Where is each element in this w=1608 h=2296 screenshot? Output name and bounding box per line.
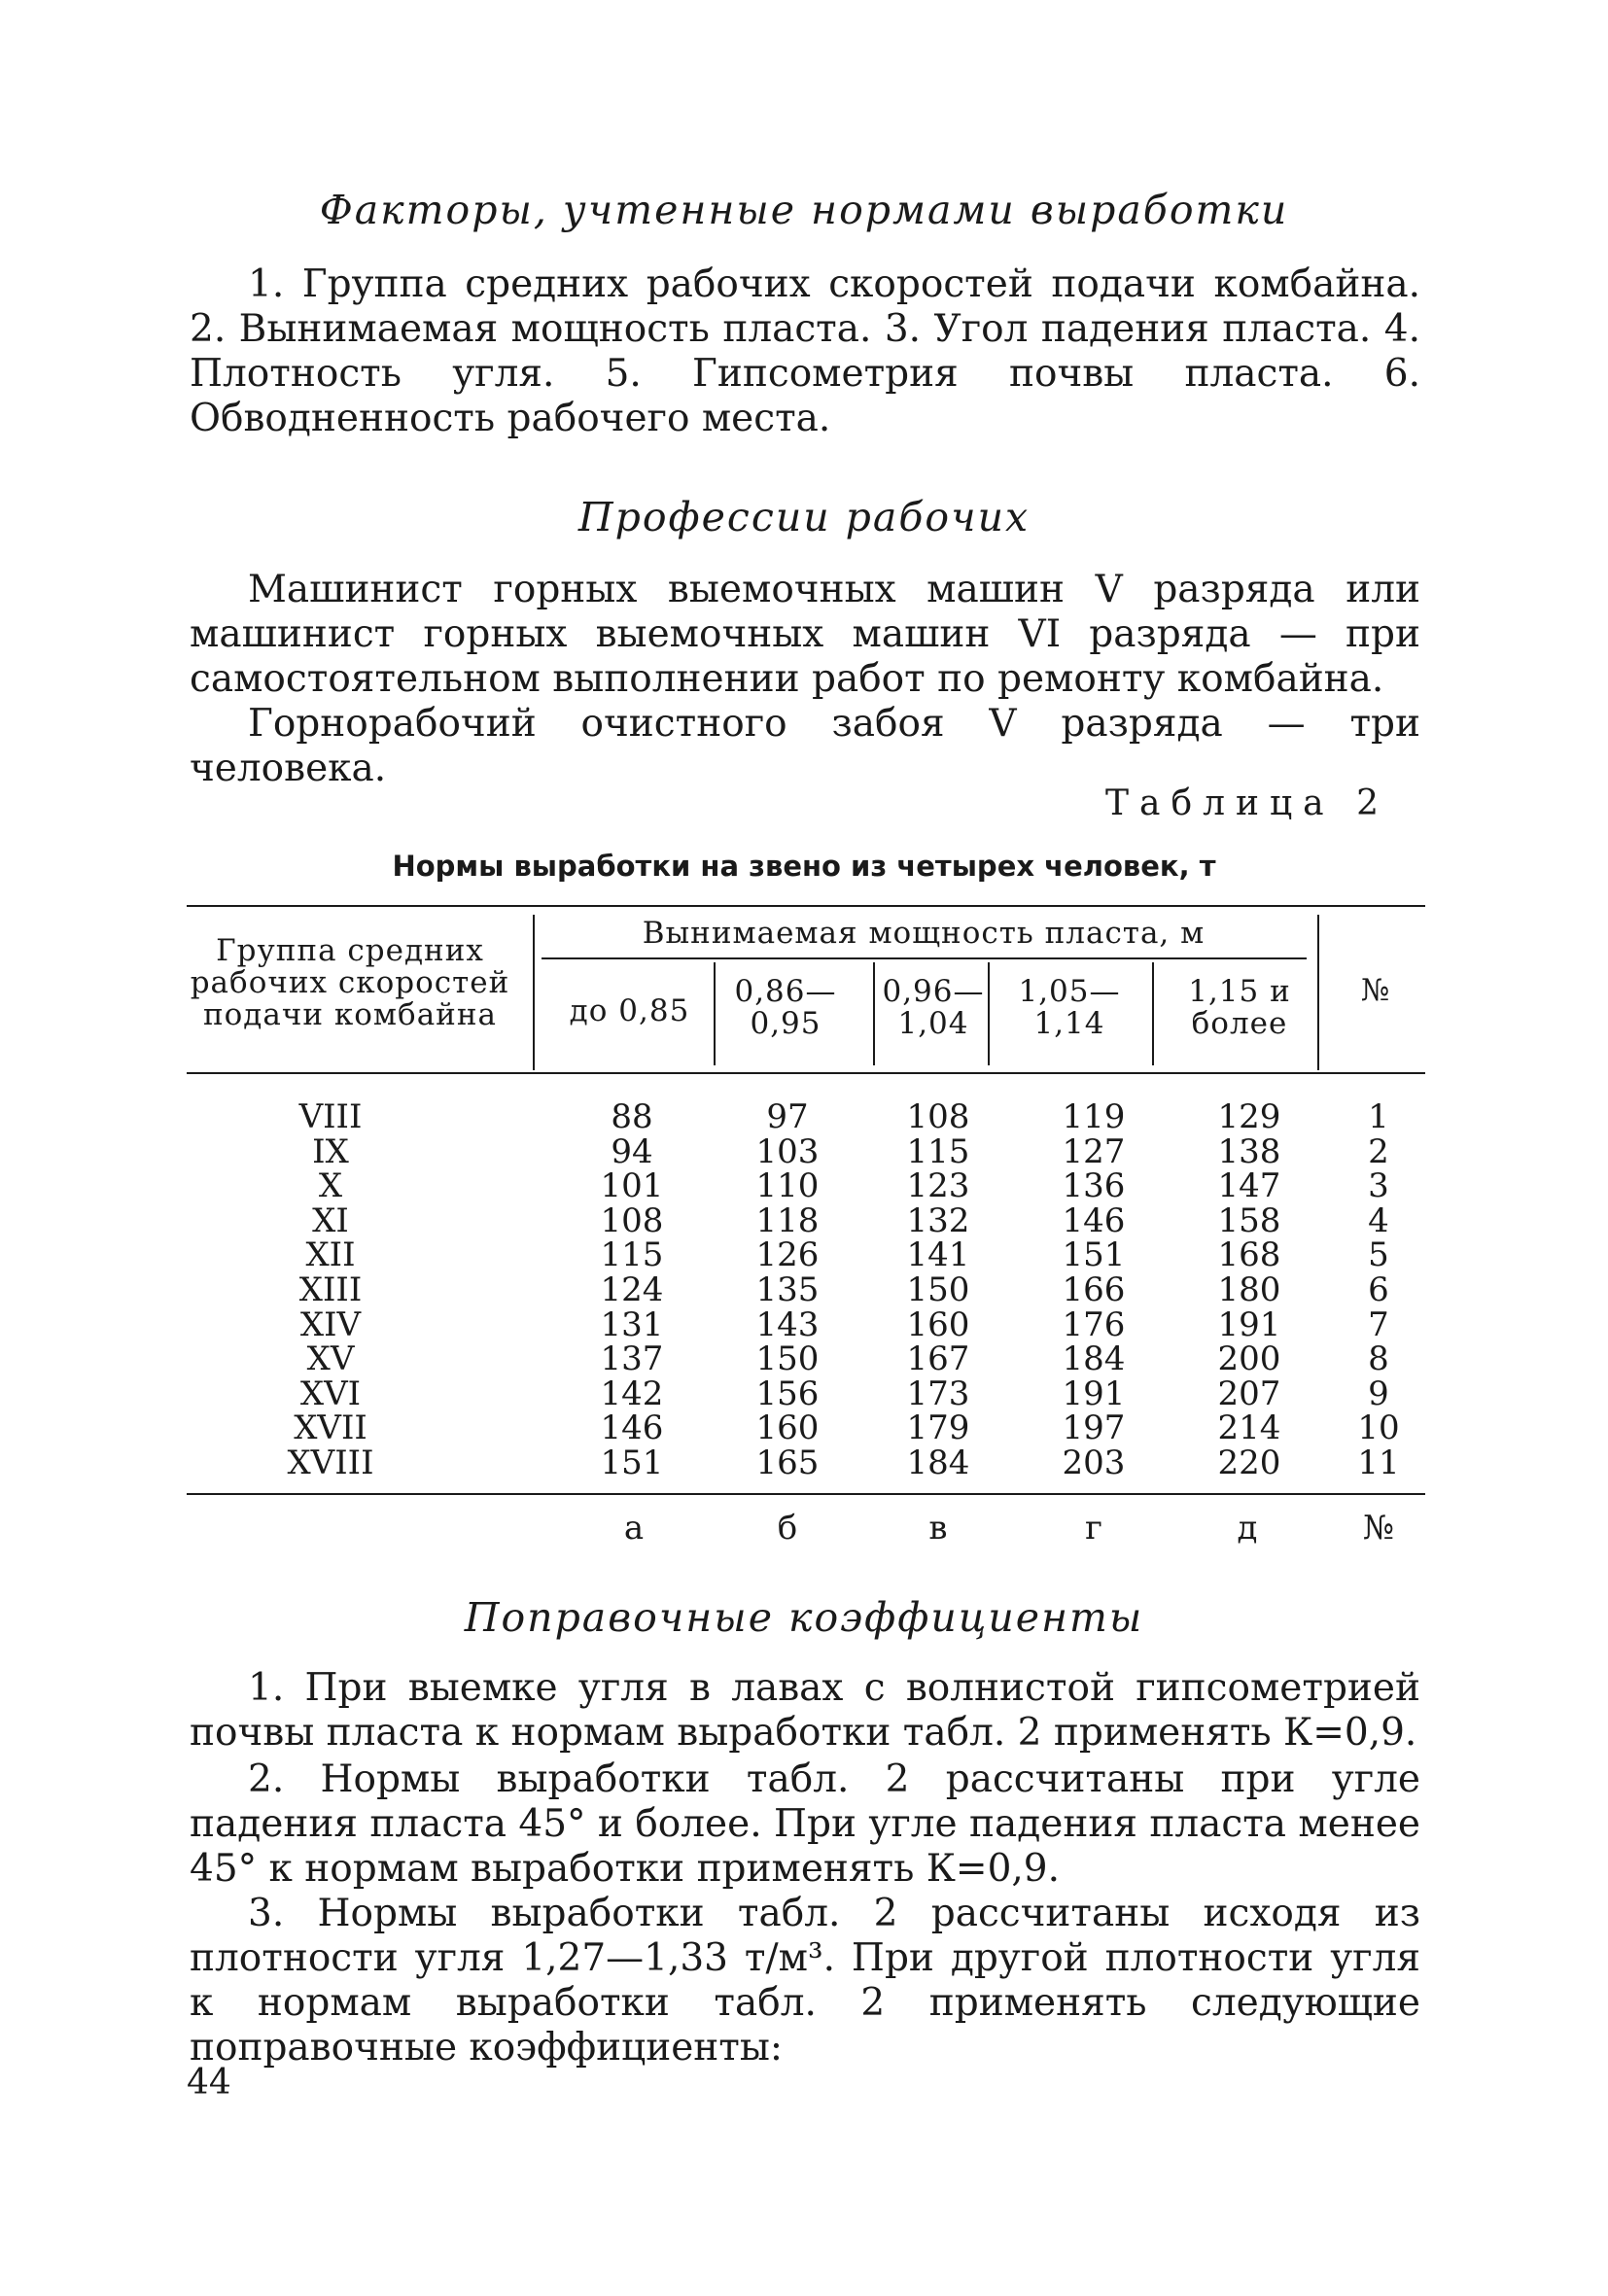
subcolumn-header-d: 1,15 и более — [1188, 974, 1291, 1041]
footer-letter-v: в — [928, 1509, 948, 1548]
value-cell-d: 129 — [1217, 1097, 1281, 1136]
corrections-heading: Поправочные коэффициенты — [464, 1594, 1144, 1641]
value-cell-a: 108 — [600, 1200, 664, 1240]
row-number-cell: 4 — [1368, 1200, 1389, 1240]
subcolumn-header-g: 1,05— 1,14 — [1018, 974, 1121, 1041]
subcolumn-header-v: 0,96— 1,04 — [882, 974, 985, 1041]
value-cell-a: 131 — [600, 1305, 664, 1344]
corrections-paragraph-3: 3. Нормы выработки табл. 2 рассчитаны исходя из плотности угля 1,27—1,33 т/м³. При другой плотности угля к нормам выработки табл. 2 применять следующие поправочные коэффициенты: — [190, 1892, 1420, 2070]
table-label: Таблица 2 — [1105, 783, 1389, 823]
group-cell: XI — [312, 1200, 349, 1240]
value-cell-b: 165 — [755, 1444, 820, 1482]
value-cell-b: 160 — [755, 1409, 820, 1448]
value-cell-g: 136 — [1062, 1166, 1126, 1206]
row-number-cell: 2 — [1368, 1131, 1389, 1171]
row-number-cell: 3 — [1368, 1166, 1389, 1206]
value-cell-a: 88 — [611, 1097, 653, 1136]
value-cell-a: 124 — [600, 1270, 664, 1309]
group-cell: XIV — [299, 1305, 362, 1344]
value-cell-d: 147 — [1217, 1166, 1281, 1206]
row-number-cell: 9 — [1368, 1374, 1389, 1413]
corrections-paragraph-1: 1. При выемке угля в лавах с волнистой гипсометрией почвы пласта к нормам выработки табл. 2 применять К=0,9. — [190, 1666, 1420, 1755]
group-cell: IX — [312, 1131, 349, 1171]
value-cell-b: 118 — [755, 1200, 820, 1240]
value-cell-a: 115 — [600, 1235, 664, 1275]
table-top-rule — [187, 905, 1425, 907]
table-header-divider — [1317, 915, 1319, 1070]
thickness-header: Вынимаемая мощность пласта, м — [642, 916, 1206, 951]
value-cell-d: 158 — [1217, 1200, 1281, 1240]
value-cell-g: 151 — [1062, 1235, 1126, 1275]
value-cell-b: 103 — [755, 1131, 820, 1171]
row-number-cell: 10 — [1357, 1409, 1400, 1448]
subcolumn-header-b: 0,86— 0,95 — [734, 974, 837, 1041]
value-cell-g: 197 — [1062, 1409, 1126, 1448]
value-cell-a: 142 — [600, 1374, 664, 1413]
row-number-cell: 8 — [1368, 1339, 1389, 1379]
value-cell-v: 150 — [906, 1270, 970, 1309]
value-cell-g: 184 — [1062, 1339, 1126, 1379]
group-column-header: Группа средних рабочих скоростей подачи комбайна — [190, 933, 510, 1032]
value-cell-g: 127 — [1062, 1131, 1126, 1171]
value-cell-d: 220 — [1217, 1444, 1281, 1482]
value-cell-d: 138 — [1217, 1131, 1281, 1171]
table-header-divider — [714, 962, 716, 1065]
group-cell: X — [318, 1166, 343, 1206]
row-number-cell: 11 — [1357, 1444, 1400, 1482]
footer-letter-d: д — [1237, 1509, 1258, 1548]
value-cell-g: 203 — [1062, 1444, 1126, 1482]
value-cell-v: 108 — [906, 1097, 970, 1136]
group-cell: XVII — [294, 1409, 367, 1448]
value-cell-d: 168 — [1217, 1235, 1281, 1275]
professions-heading: Профессии рабочих — [577, 494, 1031, 540]
value-cell-a: 151 — [600, 1444, 664, 1482]
value-cell-v: 123 — [906, 1166, 970, 1206]
factors-heading: Факторы, учтенные нормами выработки — [319, 187, 1289, 233]
page-number: 44 — [187, 2063, 231, 2103]
row-number-cell: 6 — [1368, 1270, 1389, 1309]
value-cell-v: 141 — [906, 1235, 970, 1275]
value-cell-a: 146 — [600, 1409, 664, 1448]
table-header-rule — [187, 1072, 1425, 1074]
value-cell-a: 94 — [611, 1131, 653, 1171]
value-cell-v: 167 — [906, 1339, 970, 1379]
value-cell-a: 137 — [600, 1339, 664, 1379]
group-cell: VIII — [298, 1097, 363, 1136]
value-cell-v: 132 — [906, 1200, 970, 1240]
table-header-subrule — [542, 957, 1307, 959]
group-cell: XVI — [299, 1374, 362, 1413]
value-cell-b: 97 — [766, 1097, 809, 1136]
value-cell-g: 146 — [1062, 1200, 1126, 1240]
professions-paragraph-2: Горнорабочий очистного забоя V разряда — три человека. — [190, 702, 1420, 790]
value-cell-b: 150 — [755, 1339, 820, 1379]
footer-letter-a: а — [623, 1509, 645, 1548]
value-cell-v: 184 — [906, 1444, 970, 1482]
value-cell-v: 179 — [906, 1409, 970, 1448]
value-cell-v: 115 — [906, 1131, 970, 1171]
group-cell: XVIII — [287, 1444, 374, 1482]
value-cell-b: 156 — [755, 1374, 820, 1413]
table-bottom-rule — [187, 1493, 1425, 1495]
table-header-divider — [1152, 962, 1154, 1065]
group-cell: XIII — [298, 1270, 363, 1309]
value-cell-g: 191 — [1062, 1374, 1126, 1413]
footer-letter-b: б — [777, 1509, 798, 1548]
value-cell-d: 180 — [1217, 1270, 1281, 1309]
value-cell-g: 119 — [1062, 1097, 1126, 1136]
number-column-header: № — [1360, 973, 1391, 1008]
value-cell-g: 166 — [1062, 1270, 1126, 1309]
row-number-cell: 1 — [1368, 1097, 1389, 1136]
row-number-cell: 5 — [1368, 1235, 1389, 1275]
footer-number-sign: № — [1362, 1509, 1395, 1548]
factors-paragraph: 1. Группа средних рабочих скоростей подачи комбайна. 2. Вынимаемая мощность пласта. 3. Угол падения пласта. 4. Плотность угля. 5. Гипсометрия почвы пласта. 6. Обводненность рабочего места. — [190, 262, 1420, 440]
table-header-divider — [533, 915, 535, 1070]
value-cell-b: 126 — [755, 1235, 820, 1275]
table-header-divider — [988, 962, 990, 1065]
value-cell-d: 200 — [1217, 1339, 1281, 1379]
professions-paragraph-1: Машинист горных выемочных машин V разряда или машинист горных выемочных машин VI разряда — при самостоятельном выполнении работ по ремонту комбайна. — [190, 568, 1420, 701]
value-cell-d: 207 — [1217, 1374, 1281, 1413]
value-cell-g: 176 — [1062, 1305, 1126, 1344]
table-header-divider — [873, 962, 875, 1065]
group-cell: XII — [305, 1235, 356, 1275]
table-caption: Нормы выработки на звено из четырех человек, т — [392, 850, 1216, 883]
value-cell-d: 191 — [1217, 1305, 1281, 1344]
corrections-paragraph-2: 2. Нормы выработки табл. 2 рассчитаны при угле падения пласта 45° и более. При угле падения пласта менее 45° к нормам выработки применять К=0,9. — [190, 1757, 1420, 1891]
subcolumn-header-a: до 0,85 — [569, 993, 690, 1028]
value-cell-b: 110 — [755, 1166, 820, 1206]
footer-letter-g: г — [1085, 1509, 1102, 1548]
value-cell-b: 135 — [755, 1270, 820, 1309]
value-cell-v: 173 — [906, 1374, 970, 1413]
value-cell-a: 101 — [600, 1166, 664, 1206]
value-cell-b: 143 — [755, 1305, 820, 1344]
value-cell-v: 160 — [906, 1305, 970, 1344]
group-cell: XV — [306, 1339, 355, 1379]
value-cell-d: 214 — [1217, 1409, 1281, 1448]
row-number-cell: 7 — [1368, 1305, 1389, 1344]
